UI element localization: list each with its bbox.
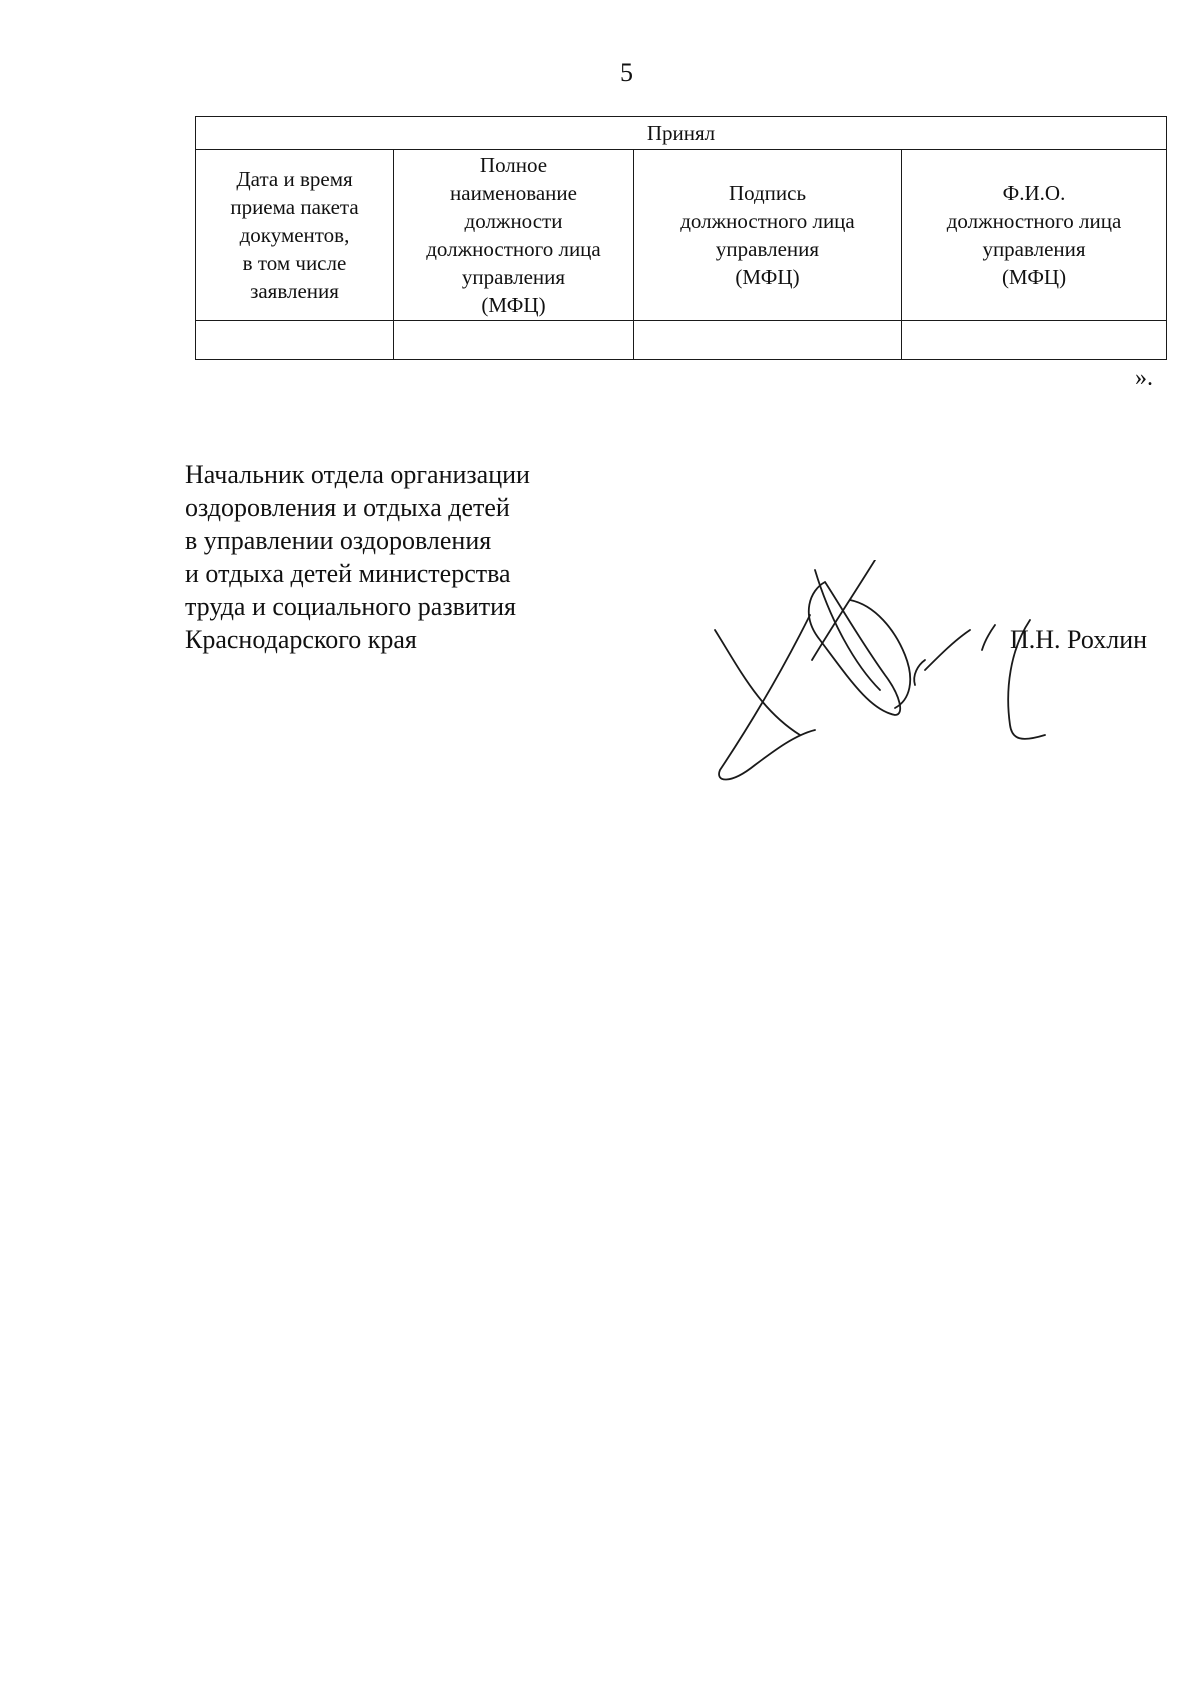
column-header-full-name: Ф.И.О. должностного лица управления (МФЦ): [902, 150, 1167, 321]
column-header-date: Дата и время приема пакета документов, в том числе заявления: [196, 150, 394, 321]
column-header-position: Полное наименование должности должностного лица управления (МФЦ): [394, 150, 634, 321]
signature-stroke-4: [850, 600, 910, 708]
signatory-name: П.Н. Рохлин: [1010, 625, 1148, 654]
handwritten-signature: [700, 560, 1170, 800]
closing-quote: ».: [1135, 365, 1153, 391]
table-header-row: [196, 150, 1167, 321]
signature-stroke-7: [925, 630, 970, 670]
table-title: Принял: [196, 117, 1167, 150]
signature-stroke-8: [914, 660, 925, 685]
table-cell-full-name: [902, 321, 1167, 360]
table-cell-position: [394, 321, 634, 360]
signature-stroke-5: [815, 570, 880, 690]
receipt-table: [195, 116, 1167, 360]
signature-stroke-10: [982, 625, 995, 650]
table-row: [196, 321, 1167, 360]
signature-stroke-2: [719, 615, 815, 780]
signature-stroke-1: [715, 630, 800, 735]
table-cell-signature: [634, 321, 902, 360]
table-cell-date: [196, 321, 394, 360]
page-number: 5: [620, 58, 633, 87]
table-title-row: [196, 117, 1167, 150]
signatory-title: Начальник отдела организации оздоровления и отдыха детей в управлении оздоровления и отдыха детей министерства труда и социального развития Краснодарского края: [185, 460, 530, 654]
column-header-signature: Подпись должностного лица управления (МФЦ): [634, 150, 902, 321]
